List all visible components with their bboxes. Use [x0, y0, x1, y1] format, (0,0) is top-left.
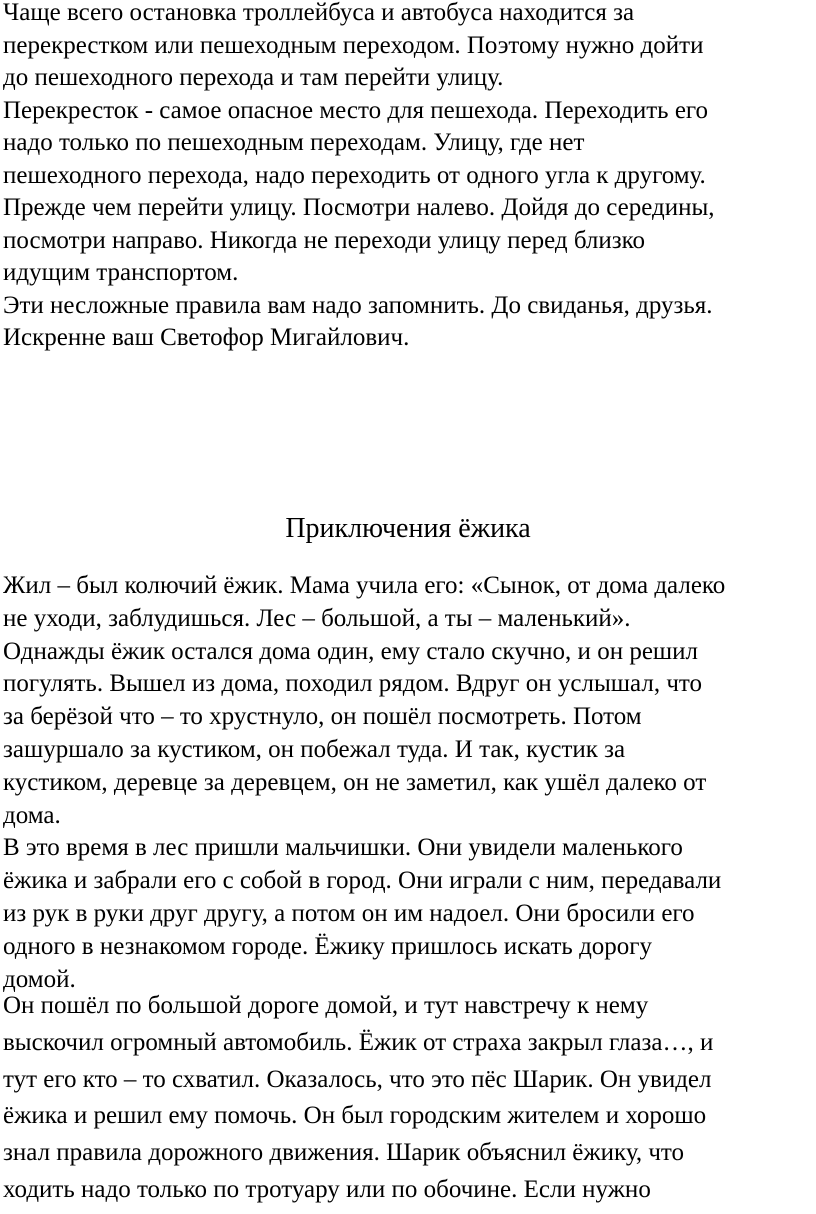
- text-line: не уходи, заблудишься. Лес – большой, а ты – маленький».: [3, 604, 631, 632]
- text-line: Он пошёл по большой дороге домой, и тут навстречу к нему: [3, 992, 649, 1019]
- text-line: надо только по пешеходным переходам. Улицу, где нет: [3, 129, 585, 156]
- text-line: пешеходного перехода, надо переходить от одного угла к другому.: [3, 161, 706, 189]
- text-line: Эти несложные правила вам надо запомнить. До свиданья, друзья.: [3, 291, 713, 319]
- text-line: домой.: [3, 965, 76, 993]
- text-line: кустиком, деревце за деревцем, он не заметил, как ушёл далеко от: [3, 768, 707, 796]
- text-line: Чаще всего остановка троллейбуса и автобуса находится за: [3, 0, 635, 26]
- text-line: идущим транспортом.: [3, 259, 239, 286]
- text-line: одного в незнакомом городе. Ёжику пришлось искать дорогу: [3, 932, 653, 960]
- text-line: знал правила дорожного движения. Шарик объяснил ёжику, что: [3, 1139, 685, 1167]
- text-line: погулять. Вышел из дома, походил рядом. Вдруг он услышал, что: [3, 670, 702, 698]
- text-line: Жил – был колючий ёжик. Мама учила его: «Сынок, от дома далеко: [3, 572, 726, 599]
- text-line: перекрестком или пешеходным переходом. Поэтому нужно дойти: [3, 31, 704, 59]
- text-line: дома.: [3, 801, 61, 829]
- text-line: тут его кто – то схватил. Оказалось, что это пёс Шарик. Он увидел: [3, 1065, 712, 1093]
- text-line: В это время в лес пришли мальчишки. Они увидели маленького: [3, 834, 683, 862]
- text-line: за берёзой что – то хрустнуло, он пошёл посмотреть. Потом: [3, 703, 642, 731]
- signature-line: Искренне ваш Светофор Мигайлович.: [3, 324, 410, 351]
- text-line: ёжика и решил ему помочь. Он был городским жителем и хорошо: [3, 1102, 707, 1130]
- text-line: из рук в руки друг другу, а потом он им надоел. Они бросили его: [3, 899, 695, 927]
- text-line: Перекресток - самое опасное место для пешехода. Переходить его: [3, 96, 709, 124]
- story-paragraphs: [3, 570, 811, 996]
- text-line: посмотри направо. Никогда не переходи улицу перед близко: [3, 226, 646, 254]
- story-paragraph-continued: [3, 988, 811, 1209]
- text-line: выскочил огромный автомобиль. Ёжик от страха закрыл глаза…, и: [3, 1028, 714, 1056]
- text-line: Однажды ёжик остался дома один, ему стало скучно, и он решил: [3, 637, 699, 665]
- text-line: ходить надо только по тротуару или по обочине. Если нужно: [3, 1175, 651, 1203]
- text-line: зашуршало за кустиком, он побежал туда. И так, кустик за: [3, 735, 626, 763]
- intro-paragraphs: [3, 0, 811, 355]
- text-line: Прежде чем перейти улицу. Посмотри налево. Дойдя до середины,: [3, 194, 715, 221]
- text-line: ёжика и забрали его с собой в город. Они играли с ним, передавали: [3, 867, 722, 895]
- text-line: до пешеходного перехода и там перейти улицу.: [3, 64, 504, 91]
- story-title: Приключения ёжика: [285, 513, 531, 544]
